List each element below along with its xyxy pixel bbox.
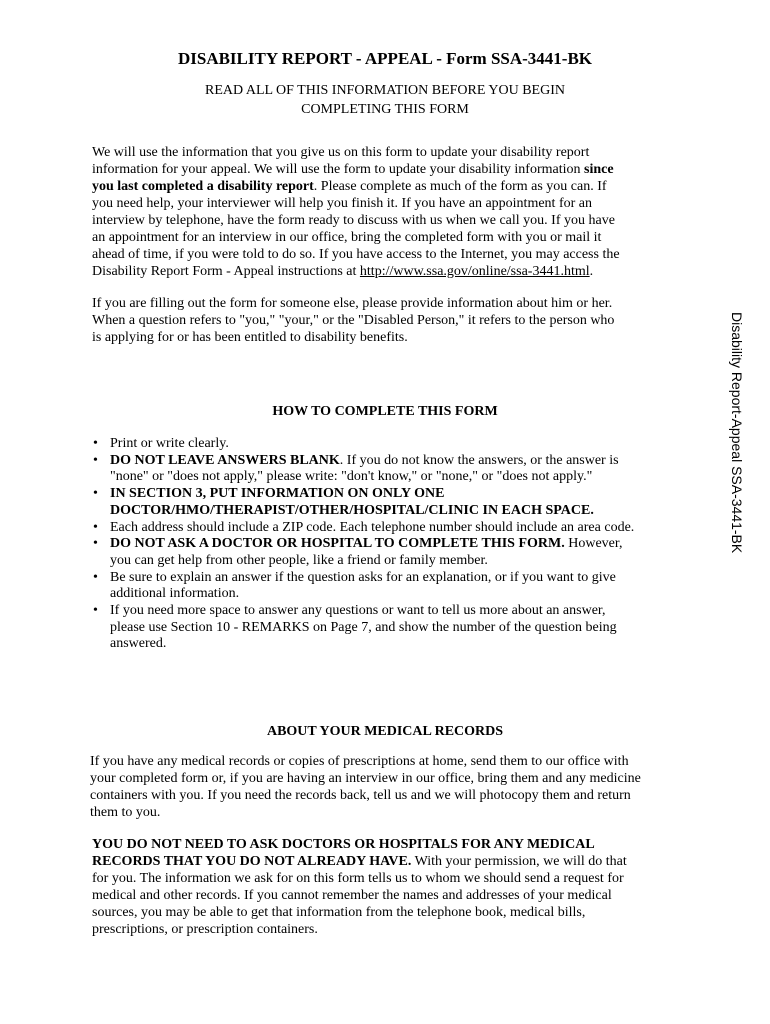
intro-line: Disability Report Form - Appeal instructions at http://www.ssa.gov/online/ssa-3441.html. [92, 264, 594, 279]
list-item: • Be sure to explain an answer if the question asks for an explanation, or if you want to give additional information. [93, 569, 616, 602]
intro-line: an appointment for an interview in our office, bring the completed form with you or mail it [92, 230, 602, 245]
medical-paragraph-1 [90, 753, 641, 821]
list-item: • DO NOT LEAVE ANSWERS BLANK. If you do not know the answers, or the answer is "none" or "does not apply," please write: "don't know," or "none," or "does not apply." [93, 452, 619, 485]
intro-line: ahead of time, if you were told to do so. If you have access to the Internet, you may access the [92, 247, 620, 262]
bullet-icon: • [93, 603, 98, 619]
how-to-heading: HOW TO COMPLETE THIS FORM [272, 404, 498, 419]
medical-line: medical and other records. If you cannot remember the names and addresses of your medical [92, 888, 612, 903]
bullet-icon: • [93, 452, 98, 468]
how-to-list [92, 436, 634, 653]
medical-line: sources, you may be able to get that information from the telephone book, medical bills, [92, 905, 586, 920]
intro-paragraph [92, 144, 620, 280]
medical-line: containers with you. If you need the records back, tell us and we will photocopy them and return [90, 788, 631, 803]
intro-line: information for your appeal. We will use the form to update your disability information since [92, 162, 614, 177]
medical-line: RECORDS THAT YOU DO NOT ALREADY HAVE. With your permission, we will do that [92, 854, 627, 869]
side-form-label: Disability Report-Appeal SSA-3441-BK [729, 312, 745, 554]
instructions-url-link[interactable]: http://www.ssa.gov/online/ssa-3441.html [359, 264, 590, 279]
bullet-icon: • [93, 436, 98, 451]
bullet-icon: • [93, 486, 98, 502]
intro-emphasis: since [584, 162, 614, 177]
bullet-icon: • [93, 536, 98, 552]
list-item: • Print or write clearly. [93, 436, 229, 451]
subtitle [150, 81, 620, 119]
list-item: • IN SECTION 3, PUT INFORMATION ON ONLY ONE DOCTOR/HMO/THERAPIST/OTHER/HOSPITAL/CLINIC IN EACH SPACE. [93, 486, 594, 518]
someone-else-line: If you are filling out the form for someone else, please provide information about him or her. [92, 296, 613, 311]
intro-emphasis: you last completed a disability report [92, 179, 314, 194]
medical-paragraph-2 [92, 836, 627, 938]
subtitle-line-2: COMPLETING THIS FORM [301, 102, 469, 117]
intro-line: you need help, your interviewer will help you finish it. If you have an appointment for an [92, 196, 592, 211]
medical-line: your completed form or, if you are having an interview in our office, bring them and any medicine [90, 771, 641, 786]
someone-else-paragraph [92, 295, 614, 346]
list-item: • DO NOT ASK A DOCTOR OR HOSPITAL TO COMPLETE THIS FORM. However, you can get help from other people, like a friend or family member. [93, 536, 623, 568]
someone-else-line: When a question refers to "you," "your," or the "Disabled Person," it refers to the person who [92, 313, 615, 328]
medical-line: If you have any medical records or copies of prescriptions at home, send them to our office with [90, 754, 629, 769]
medical-line: YOU DO NOT NEED TO ASK DOCTORS OR HOSPITALS FOR ANY MEDICAL [92, 837, 595, 852]
intro-line: We will use the information that you give us on this form to update your disability report [92, 145, 590, 160]
medical-records-heading: ABOUT YOUR MEDICAL RECORDS [266, 724, 504, 739]
page-title: DISABILITY REPORT - APPEAL - Form SSA-3441-BK [177, 49, 593, 68]
intro-line: interview by telephone, have the form ready to discuss with us when we call you. If you have [92, 213, 615, 228]
list-item: • If you need more space to answer any questions or want to tell us more about an answer, please use Section 10 - REMARKS on Page 7, and show the number of the question being answered. [93, 603, 617, 652]
someone-else-line: is applying for or has been entitled to disability benefits. [92, 330, 408, 345]
medical-line: prescriptions, or prescription containers. [92, 922, 318, 937]
subtitle-line-1: READ ALL OF THIS INFORMATION BEFORE YOU BEGIN [205, 83, 565, 98]
medical-line: for you. The information we ask for on this form tells us to whom we should send a request for [92, 871, 624, 886]
medical-line: them to you. [90, 805, 161, 820]
list-item: • Each address should include a ZIP code. Each telephone number should include an area code. [93, 519, 635, 535]
bullet-icon: • [93, 519, 98, 535]
bullet-icon: • [93, 569, 98, 585]
intro-line: you last completed a disability report. Please complete as much of the form as you can. If [92, 179, 607, 194]
